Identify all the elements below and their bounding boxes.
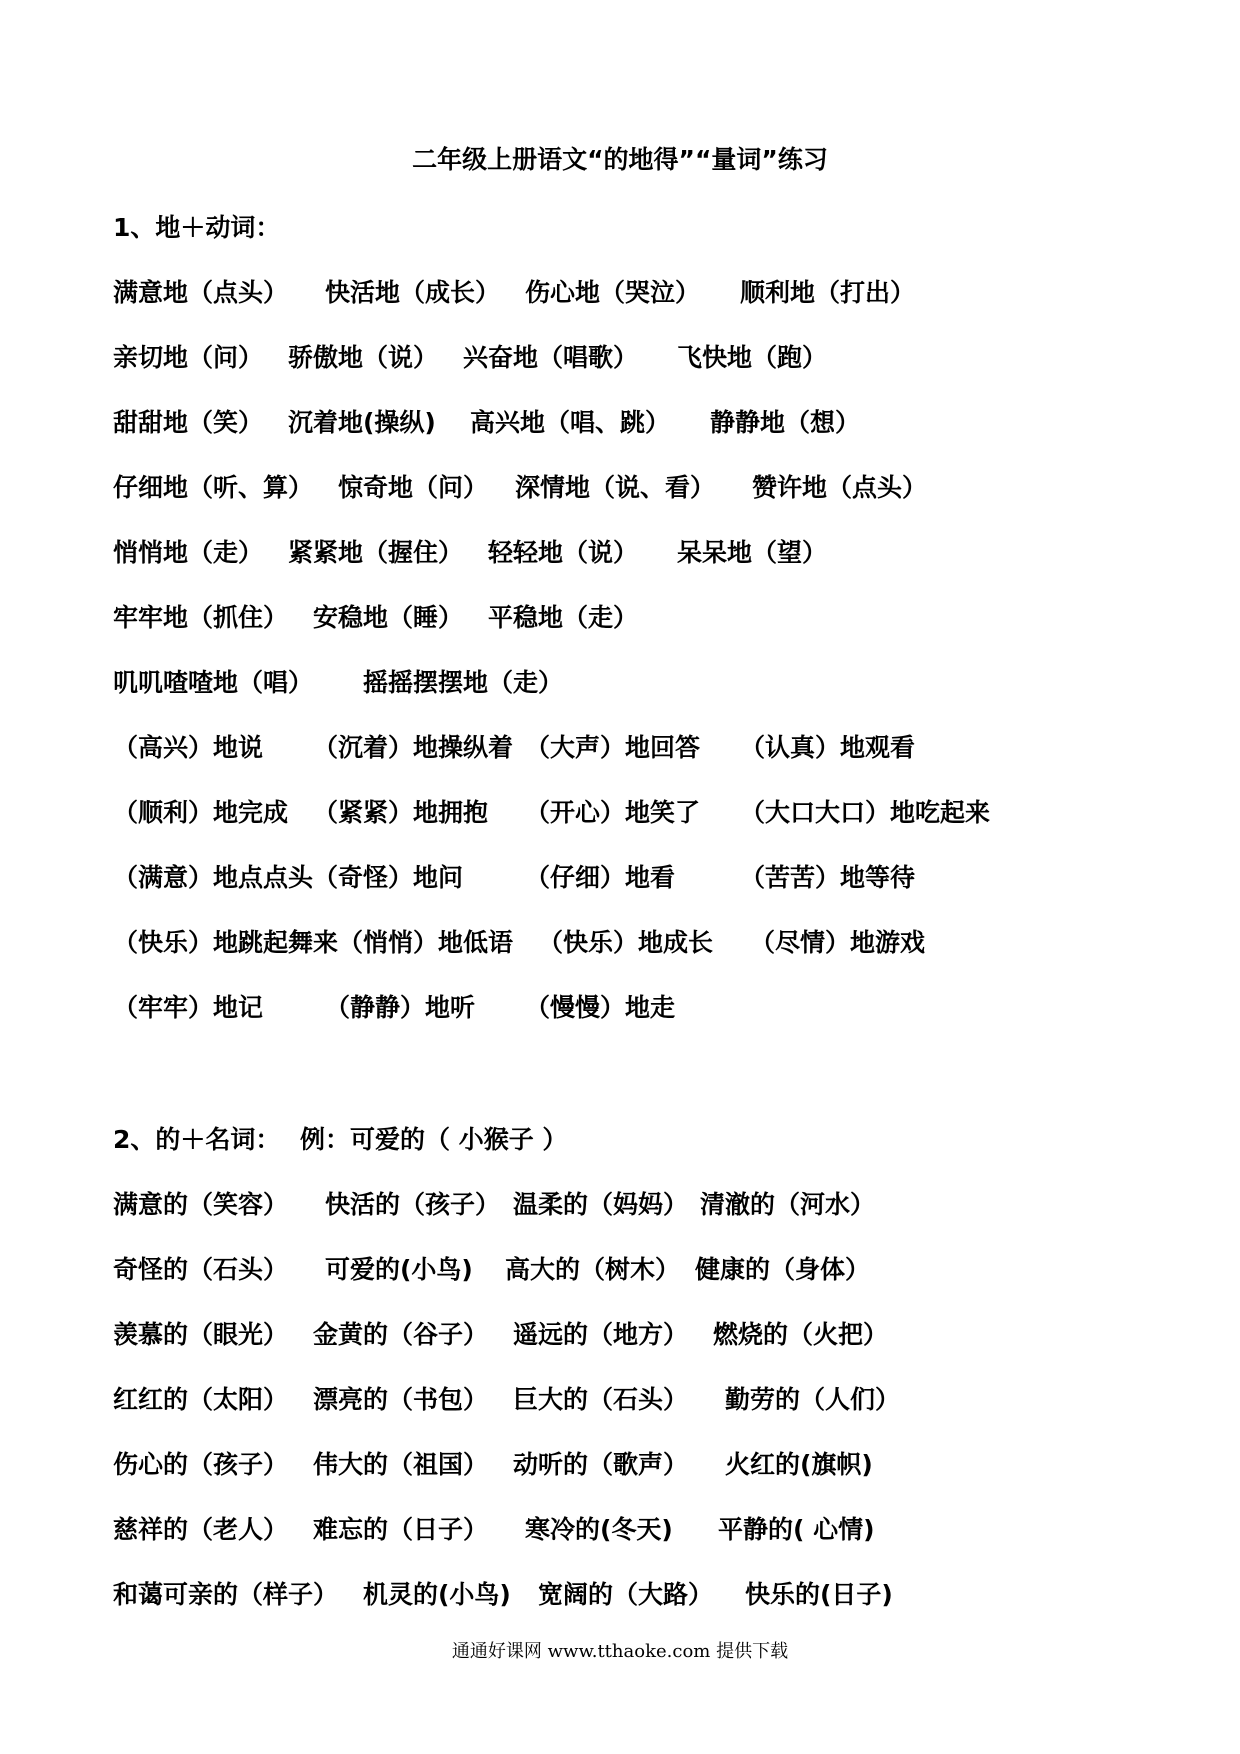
exercise-item: （奇怪）地问	[313, 863, 464, 892]
exercise-item: 火红的(旗帜)	[725, 1450, 873, 1479]
exercise-item: 兴奋地（唱歌）	[463, 343, 639, 372]
exercise-item: 高兴地（唱、跳）	[470, 408, 671, 437]
exercise-row	[0, 923, 1240, 963]
exercise-item: （牢牢）地记	[113, 993, 264, 1022]
exercise-item: 赞许地（点头）	[752, 473, 928, 502]
exercise-row	[0, 403, 1240, 443]
exercise-item: 紧紧地（握住）	[288, 538, 464, 567]
exercise-item: 顺利地（打出）	[740, 278, 916, 307]
exercise-item: 可爱的(小鸟)	[325, 1255, 473, 1284]
exercise-item: 叽叽喳喳地（唱）	[113, 668, 314, 697]
exercise-item: 惊奇地（问）	[338, 473, 489, 502]
exercise-item: （认真）地观看	[740, 733, 916, 762]
exercise-item: 奇怪的（石头）	[113, 1255, 289, 1284]
exercise-item: 伤心地（哭泣）	[525, 278, 701, 307]
exercise-item: 巨大的（石头）	[513, 1385, 689, 1414]
exercise-item: 羡慕的（眼光）	[113, 1320, 289, 1349]
exercise-item: 摇摇摆摆地（走）	[363, 668, 564, 697]
exercise-item: 深情地（说、看）	[515, 473, 716, 502]
exercise-item: 燃烧的（火把）	[713, 1320, 889, 1349]
exercise-item: 慈祥的（老人）	[113, 1515, 289, 1544]
exercise-item: 快乐的(日子)	[745, 1580, 893, 1609]
exercise-item: （大声）地回答	[525, 733, 701, 762]
exercise-item: （仔细）地看	[525, 863, 676, 892]
exercise-row	[0, 533, 1240, 573]
exercise-item: 勤劳的（人们）	[725, 1385, 901, 1414]
exercise-item: 快活地（成长）	[325, 278, 501, 307]
exercise-item: 温柔的（妈妈）	[513, 1190, 689, 1219]
exercise-item: （尽情）地游戏	[750, 928, 926, 957]
exercise-row	[0, 988, 1240, 1028]
exercise-item: （快乐）地成长	[538, 928, 714, 957]
exercise-item: 甜甜地（笑）	[113, 408, 264, 437]
exercise-item: 悄悄地（走）	[113, 538, 264, 567]
exercise-row	[0, 793, 1240, 833]
exercise-row	[0, 1315, 1240, 1355]
exercise-item: 寒冷的(冬天)	[525, 1515, 673, 1544]
exercise-item: 动听的（歌声）	[513, 1450, 689, 1479]
exercise-item: （紧紧）地拥抱	[313, 798, 489, 827]
exercise-item: 牢牢地（抓住）	[113, 603, 289, 632]
exercise-item: （悄悄）地低语	[338, 928, 514, 957]
exercise-row	[0, 1445, 1240, 1485]
section-heading-text: 1、地＋动词：	[113, 213, 281, 242]
exercise-row	[0, 1510, 1240, 1550]
exercise-item: 漂亮的（书包）	[313, 1385, 489, 1414]
exercise-item: 沉着地(操纵)	[288, 408, 436, 437]
exercise-item: 伤心的（孩子）	[113, 1450, 289, 1479]
exercise-item: 清澈的（河水）	[700, 1190, 876, 1219]
exercise-row	[0, 858, 1240, 898]
page-title: 二年级上册语文“的地得”“量词”练习	[412, 145, 828, 174]
exercise-item: （快乐）地跳起舞来	[113, 928, 339, 957]
exercise-row	[0, 338, 1240, 378]
exercise-item: （大口大口）地吃起来	[740, 798, 991, 827]
exercise-item: 安稳地（睡）	[313, 603, 464, 632]
footer-text: 通通好课网 www.tthaoke.com 提供下载	[451, 1641, 789, 1662]
section-heading	[0, 208, 1240, 248]
exercise-item: （苦苦）地等待	[740, 863, 916, 892]
exercise-item: 红红的（太阳）	[113, 1385, 289, 1414]
exercise-item: 健康的（身体）	[695, 1255, 871, 1284]
exercise-row	[0, 1575, 1240, 1615]
exercise-item: 平静的( 心情)	[718, 1515, 875, 1544]
exercise-item: 宽阔的（大路）	[538, 1580, 714, 1609]
exercise-row	[0, 598, 1240, 638]
exercise-item: （静静）地听	[325, 993, 476, 1022]
exercise-item: 满意的（笑容）	[113, 1190, 289, 1219]
exercise-item: 平稳地（走）	[488, 603, 639, 632]
exercise-item: 亲切地（问）	[113, 343, 264, 372]
exercise-row	[0, 273, 1240, 313]
exercise-item: 快活的（孩子）	[325, 1190, 501, 1219]
exercise-item: 满意地（点头）	[113, 278, 289, 307]
exercise-item: 金黄的（谷子）	[313, 1320, 489, 1349]
exercise-item: （顺利）地完成	[113, 798, 289, 827]
exercise-row	[0, 1185, 1240, 1225]
exercise-item: 高大的（树木）	[505, 1255, 681, 1284]
exercise-item: 和蔼可亲的（样子）	[113, 1580, 339, 1609]
exercise-item: 难忘的（日子）	[313, 1515, 489, 1544]
section-heading	[0, 1120, 1240, 1160]
exercise-item: （开心）地笑了	[525, 798, 701, 827]
exercise-item: 遥远的（地方）	[513, 1320, 689, 1349]
exercise-item: （沉着）地操纵着	[313, 733, 514, 762]
exercise-item: 机灵的(小鸟)	[363, 1580, 511, 1609]
exercise-item: （高兴）地说	[113, 733, 264, 762]
exercise-item: 静静地（想）	[710, 408, 861, 437]
exercise-row	[0, 1380, 1240, 1420]
exercise-row	[0, 468, 1240, 508]
exercise-item: 骄傲地（说）	[288, 343, 439, 372]
section-heading-text: 2、的＋名词：	[113, 1125, 281, 1154]
exercise-item: 飞快地（跑）	[677, 343, 828, 372]
exercise-row	[0, 1250, 1240, 1290]
exercise-row	[0, 728, 1240, 768]
exercise-item: 仔细地（听、算）	[113, 473, 314, 502]
exercise-item: 轻轻地（说）	[488, 538, 639, 567]
exercise-row	[0, 663, 1240, 703]
exercise-item: 伟大的（祖国）	[313, 1450, 489, 1479]
exercise-item: 呆呆地（望）	[677, 538, 828, 567]
exercise-item: （慢慢）地走	[525, 993, 676, 1022]
example-text: 例：可爱的（ 小猴子 ）	[300, 1125, 568, 1154]
exercise-item: （满意）地点点头	[113, 863, 314, 892]
